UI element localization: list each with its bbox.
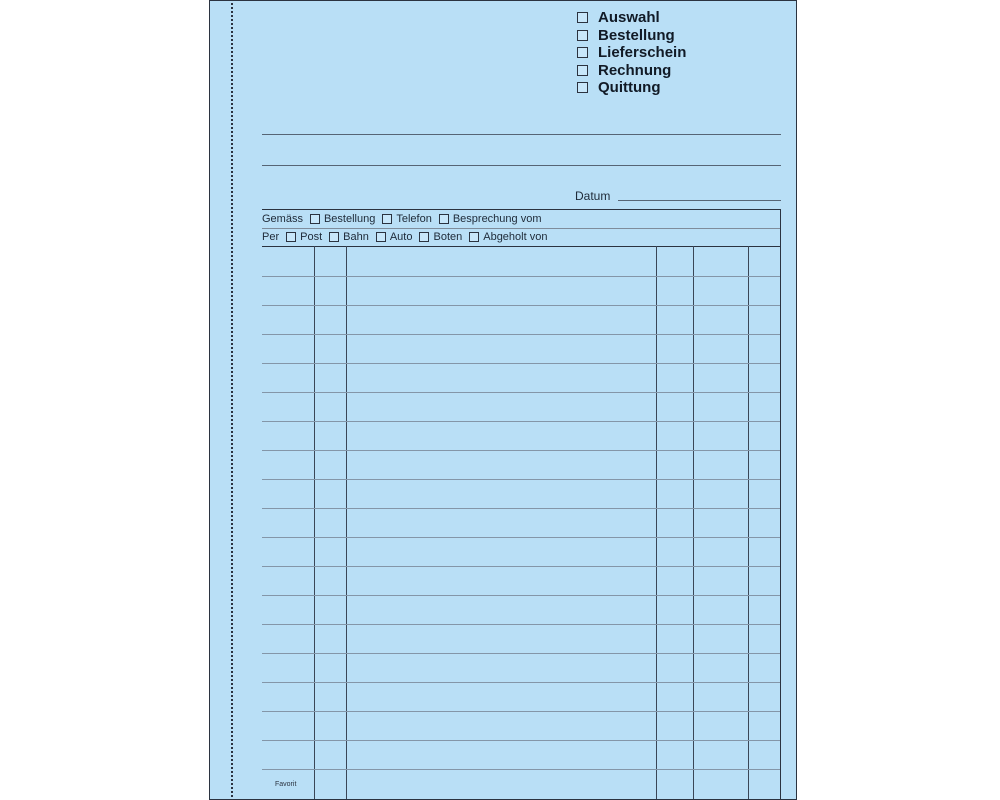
document-type-label: Quittung	[598, 79, 661, 97]
table-row-line	[262, 653, 780, 654]
address-line-1[interactable]	[262, 134, 781, 135]
per-option-label: Post	[300, 231, 323, 243]
per-option-label: Bahn	[343, 231, 369, 243]
document-type-label: Rechnung	[598, 61, 672, 79]
table-row-line	[262, 769, 780, 770]
per-option-label: Boten	[433, 231, 463, 243]
document-type-list	[577, 9, 686, 97]
checkbox[interactable]	[376, 232, 386, 242]
table-row-line	[262, 479, 780, 480]
document-type-option[interactable]	[577, 44, 686, 62]
document-type-label: Auswahl	[598, 9, 660, 27]
checkbox[interactable]	[577, 30, 588, 41]
order-table	[262, 209, 781, 799]
checkbox[interactable]	[419, 232, 429, 242]
checkbox[interactable]	[577, 47, 588, 58]
table-row-line	[262, 305, 780, 306]
gemaess-row	[262, 210, 780, 229]
table-row-line	[262, 537, 780, 538]
table-column-divider	[693, 246, 694, 799]
document-type-label: Lieferschein	[598, 44, 687, 62]
address-line-2[interactable]	[262, 165, 781, 166]
checkbox[interactable]	[439, 214, 449, 224]
table-row-line	[262, 711, 780, 712]
gemaess-option-label: Bestellung	[323, 213, 376, 225]
document-type-option[interactable]	[577, 27, 686, 45]
per-option-label: Abgeholt von	[483, 231, 548, 243]
table-row-line	[262, 334, 780, 335]
checkbox[interactable]	[577, 12, 588, 23]
perforation-line	[231, 3, 233, 797]
table-row-line	[262, 392, 780, 393]
table-row-line	[262, 363, 780, 364]
table-row-line	[262, 421, 780, 422]
per-row	[262, 228, 780, 247]
table-row-line	[262, 740, 780, 741]
table-column-divider	[656, 246, 657, 799]
document-type-label: Bestellung	[598, 26, 675, 44]
favorit-imprint: Favorit	[275, 781, 297, 788]
table-row-line	[262, 508, 780, 509]
checkbox[interactable]	[286, 232, 296, 242]
table-row-line	[262, 595, 780, 596]
table-column-divider	[314, 246, 315, 799]
table-column-divider	[748, 246, 749, 799]
form-sheet	[209, 0, 797, 800]
datum-label: Datum	[575, 189, 611, 203]
table-row-line	[262, 450, 780, 451]
checkbox[interactable]	[329, 232, 339, 242]
checkbox[interactable]	[382, 214, 392, 224]
document-type-option[interactable]	[577, 62, 686, 80]
checkbox[interactable]	[469, 232, 479, 242]
per-option-label: Auto	[389, 231, 413, 243]
document-type-option[interactable]	[577, 9, 686, 27]
checkbox[interactable]	[577, 65, 588, 76]
checkbox[interactable]	[310, 214, 320, 224]
table-row-line	[262, 624, 780, 625]
table-column-divider	[346, 246, 347, 799]
table-row-line	[262, 682, 780, 683]
gemaess-option-label: Telefon	[396, 213, 432, 225]
checkbox[interactable]	[577, 82, 588, 93]
document-type-option[interactable]	[577, 79, 686, 97]
datum-field-line[interactable]	[618, 200, 781, 201]
table-row-line	[262, 276, 780, 277]
gemaess-label: Gemäss	[262, 213, 303, 225]
table-row-line	[262, 566, 780, 567]
per-label: Per	[262, 231, 280, 243]
gemaess-option-label: Besprechung vom	[452, 213, 542, 225]
